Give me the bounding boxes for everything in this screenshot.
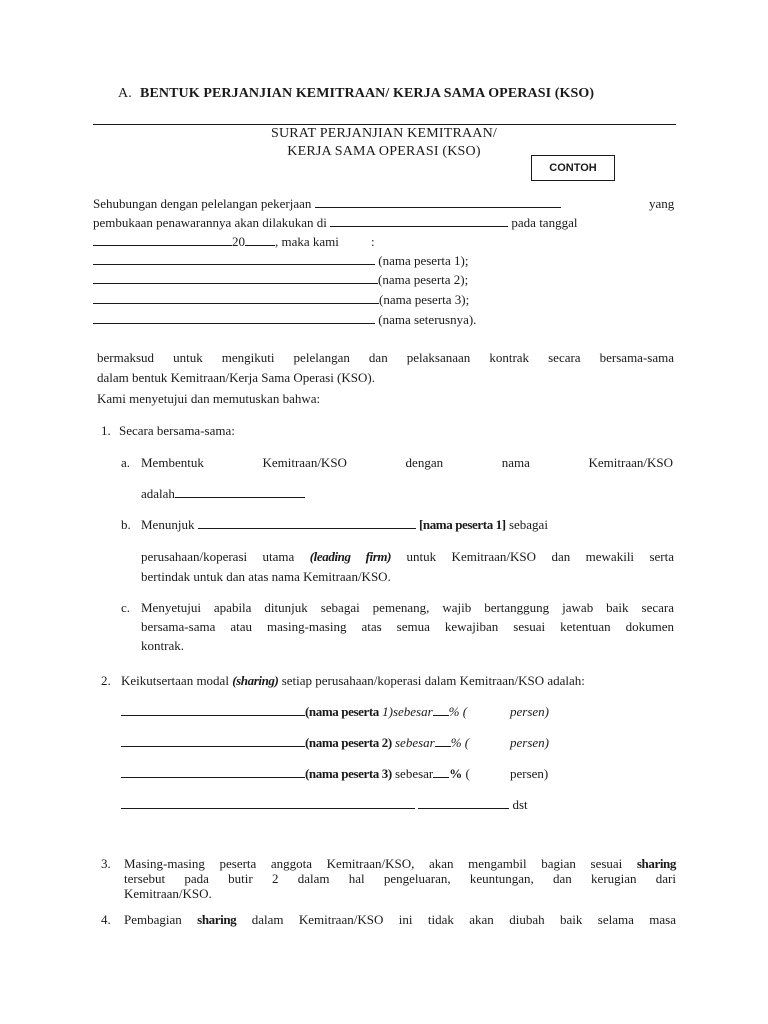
sharing-row-3-name: (nama peserta 3) bbox=[305, 766, 392, 781]
blank-tanggal[interactable] bbox=[93, 234, 232, 246]
item1b-bold: [nama peserta 1] bbox=[418, 517, 506, 532]
sharing-row-2-persen: persen) bbox=[510, 735, 549, 750]
blank-peserta-1[interactable] bbox=[93, 253, 375, 265]
blank-sharing-peserta-n[interactable] bbox=[121, 797, 415, 809]
peserta-line-2 bbox=[93, 272, 468, 288]
intro-text-3c: : bbox=[371, 234, 375, 249]
sharing-row-1-rest: 1)sebesar bbox=[378, 704, 433, 719]
item3-line-2: tersebut pada butir 2 dalam hal pengeluaran, keuntungan, dan kerugian dari bbox=[124, 871, 676, 886]
doc-title-line2: KERJA SAMA OPERASI (KSO) bbox=[287, 144, 481, 159]
item2-pre: Keikutsertaan modal bbox=[121, 673, 229, 688]
item1b-marker: b. bbox=[121, 517, 131, 532]
blank-lead-firm[interactable] bbox=[198, 517, 416, 529]
intro-text-3a: 20 bbox=[232, 234, 245, 249]
item4-line-1 bbox=[124, 912, 676, 928]
section-heading-text: BENTUK PERJANJIAN KEMITRAAN/ KERJA SAMA OPERASI (KSO) bbox=[140, 86, 595, 101]
heading-divider bbox=[93, 124, 676, 125]
peserta-label-4: (nama seterusnya). bbox=[378, 312, 477, 327]
peserta-label-2: (nama peserta 2); bbox=[378, 272, 469, 287]
sharing-row bbox=[121, 735, 469, 751]
item1a-adalah: adalah bbox=[141, 486, 175, 501]
section-heading bbox=[118, 86, 594, 102]
item4-number: 4. bbox=[101, 912, 111, 927]
item1a-marker: a. bbox=[121, 455, 131, 470]
sharing-row-3-pct: % bbox=[449, 766, 463, 781]
contoh-label: CONTOH bbox=[549, 162, 597, 174]
sharing-row bbox=[121, 766, 470, 782]
sharing-row-3-paren: ( bbox=[462, 766, 470, 781]
intro-text-1b: yang bbox=[649, 196, 675, 211]
item2-sharing: (sharing) bbox=[232, 673, 279, 688]
item1b-line-3: bertindak untuk dan atas nama Kemitraan/KSO. bbox=[141, 569, 391, 584]
item4-sharing: sharing bbox=[197, 912, 237, 927]
body-line-3: Kami menyetujui dan memutuskan bahwa: bbox=[97, 391, 321, 406]
item1b-line-2 bbox=[141, 549, 674, 565]
item1c-marker: c. bbox=[121, 600, 131, 615]
intro-text-2a: pembukaan penawarannya akan dilakukan di bbox=[93, 215, 327, 230]
intro-line-1 bbox=[93, 196, 561, 212]
blank-sharing-pct-2[interactable] bbox=[435, 735, 451, 747]
item1c-line-1: Menyetujui apabila ditunjuk sebagai pemenang, wajib bertanggung jawab baik secara bbox=[141, 600, 674, 615]
peserta-line-4 bbox=[93, 312, 476, 328]
item3-line-3: Kemitraan/KSO. bbox=[124, 886, 212, 901]
sharing-row bbox=[121, 704, 467, 720]
body-line-2: dalam bentuk Kemitraan/Kerja Sama Operasi (KSO). bbox=[97, 370, 375, 385]
blank-sharing-peserta-3[interactable] bbox=[121, 766, 305, 778]
sharing-row-2-rest: sebesar bbox=[391, 735, 435, 750]
item1a-adalah-line bbox=[141, 486, 305, 502]
item4-a: Pembagian bbox=[124, 912, 182, 927]
peserta-line-3 bbox=[93, 292, 469, 308]
item1-label: Secara bersama-sama: bbox=[119, 423, 235, 438]
item1b-l2a: perusahaan/koperasi utama bbox=[141, 549, 295, 564]
blank-nama-kso[interactable] bbox=[175, 486, 305, 498]
contoh-box bbox=[531, 155, 615, 181]
item3-sharing: sharing bbox=[636, 856, 676, 871]
blank-pekerjaan[interactable] bbox=[315, 196, 561, 208]
blank-peserta-seterusnya[interactable] bbox=[93, 312, 375, 324]
item1-number: 1. bbox=[101, 423, 111, 438]
doc-title-line1: SURAT PERJANJIAN KEMITRAAN/ bbox=[270, 126, 498, 141]
item2-number: 2. bbox=[101, 673, 111, 688]
intro-text-3b: , maka kami bbox=[275, 234, 339, 249]
peserta-line-1 bbox=[93, 253, 468, 269]
item1b-pre: Menunjuk bbox=[141, 517, 195, 532]
item2-line bbox=[121, 673, 585, 689]
blank-sharing-pct-1[interactable] bbox=[433, 704, 449, 716]
sharing-row-3-rest: sebesar bbox=[391, 766, 434, 781]
intro-line-2 bbox=[93, 215, 577, 231]
item1b-l2b: untuk Kemitraan/KSO dan mewakili serta bbox=[406, 549, 675, 564]
sharing-row-1-name: (nama peserta bbox=[305, 704, 379, 719]
blank-sharing-pct-3[interactable] bbox=[433, 766, 449, 778]
intro-text-2b: pada tanggal bbox=[511, 215, 578, 230]
blank-tahun[interactable] bbox=[245, 234, 275, 246]
item1b-line-1 bbox=[141, 517, 548, 533]
blank-sharing-peserta-2[interactable] bbox=[121, 735, 305, 747]
sharing-row-1-persen: persen) bbox=[510, 704, 549, 719]
blank-peserta-3[interactable] bbox=[93, 292, 379, 304]
item1c-line-3: kontrak. bbox=[141, 638, 184, 653]
sharing-row-2-pct: % ( bbox=[450, 735, 470, 750]
blank-peserta-2[interactable] bbox=[93, 272, 378, 284]
sharing-row-2-name: (nama peserta 2) bbox=[305, 735, 392, 750]
sharing-row-1-pct: % ( bbox=[448, 704, 468, 719]
intro-line-3 bbox=[93, 234, 339, 250]
intro-text-1a: Sehubungan dengan pelelangan pekerjaan bbox=[93, 196, 312, 211]
sharing-row-dst bbox=[121, 797, 528, 813]
peserta-label-1: (nama peserta 1); bbox=[378, 253, 469, 268]
item3-line-1 bbox=[124, 856, 676, 871]
body-line-1: bermaksud untuk mengikuti pelelangan dan pelaksanaan kontrak secara bersama-sama bbox=[97, 350, 674, 365]
item3-number: 3. bbox=[101, 856, 111, 871]
blank-sharing-peserta-1[interactable] bbox=[121, 704, 305, 716]
item4-c: dalam Kemitraan/KSO ini tidak akan diubah baik selama masa bbox=[251, 912, 676, 927]
sharing-row-3-persen: persen) bbox=[510, 766, 549, 781]
item3-l1a: Masing-masing peserta anggota Kemitraan/KSO, akan mengambil bagian sesuai bbox=[124, 856, 623, 871]
section-letter: A. bbox=[118, 86, 132, 101]
peserta-label-3: (nama peserta 3); bbox=[379, 292, 470, 307]
item2-post: setiap perusahaan/koperasi dalam Kemitraan/KSO adalah: bbox=[281, 673, 585, 688]
item1b-leading-firm: (leading firm) bbox=[309, 549, 392, 564]
sharing-dst: dst bbox=[512, 797, 528, 812]
item1b-post: sebagai bbox=[508, 517, 548, 532]
blank-sharing-pct-n[interactable] bbox=[418, 797, 509, 809]
blank-lokasi[interactable] bbox=[330, 215, 508, 227]
item1a-text: Membentuk Kemitraan/KSO dengan nama Kemitraan/KSO bbox=[141, 455, 673, 470]
item1c-line-2: bersama-sama atau masing-masing atas semua kewajiban sesuai ketentuan dokumen bbox=[141, 619, 674, 634]
